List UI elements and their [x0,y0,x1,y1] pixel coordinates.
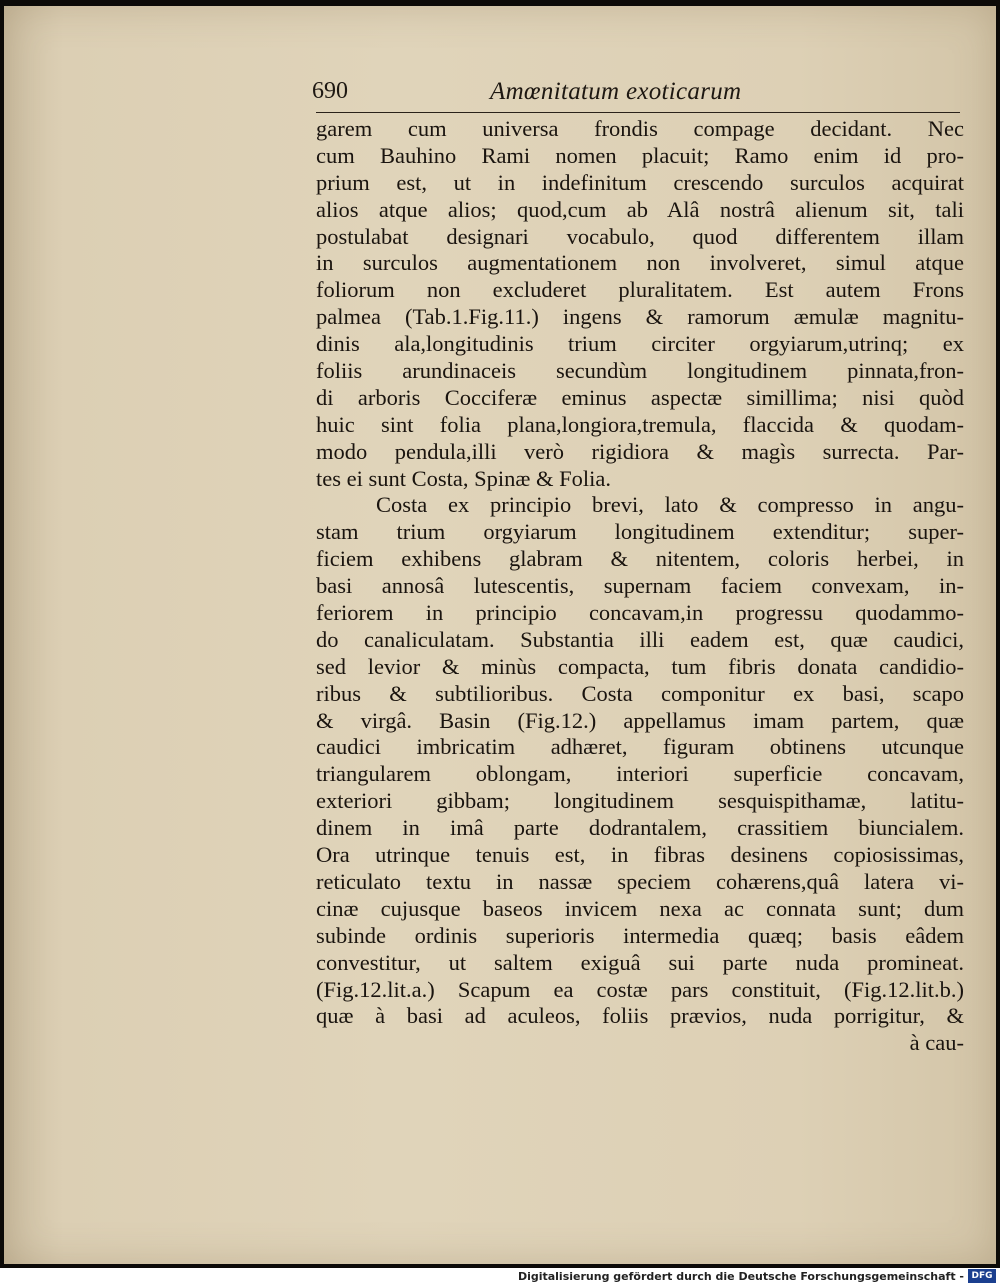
text-line: dinem in imâ parte dodrantalem, crassitiem biuncialem. [316,815,964,841]
text-line: cum Bauhino Rami nomen placuit; Ramo enim id pro- [316,142,964,168]
text-line: modo pendula,illi verò rigidiora & magìs surrecta. Par- [316,438,964,464]
text-line: subinde ordinis superioris intermedia quæq; basis eâdem [316,922,964,948]
text-line: stam trium orgyiarum longitudinem extenditur; super- [316,519,964,545]
text-line: feriorem in principio concavam,in progressu quodammo- [316,600,964,626]
text-line: triangularem oblongam, interiori superficie concavam, [316,761,964,787]
text-line: reticulato textu in nassæ speciem cohærens,quâ latera vi- [316,868,964,894]
text-line: Costa ex principio brevi, lato & compresso in angu- [376,492,964,518]
text-line: garem cum universa frondis compage decidant. Nec [316,116,964,141]
text-line: postulabat designari vocabulo, quod differentem illam [316,223,964,249]
text-line: (Fig.12.lit.a.) Scapum ea costæ pars constituit, (Fig.12.lit.b.) [316,976,964,1002]
text-line: palmea (Tab.1.Fig.11.) ingens & ramorum æmulæ magnitu- [316,304,964,330]
text-line: Ora utrinque tenuis est, in fibras desinens copiosissimas, [316,842,964,868]
text-line: tes ei sunt Costa, Spinæ & Folia. [316,465,612,491]
text-line: do canaliculatam. Substantia illi eadem est, quæ caudici, [316,626,964,652]
dfg-logo-icon: DFG [968,1269,996,1283]
text-line: convestitur, ut saltem exiguâ sui parte nuda promineat. [316,949,964,975]
text-line: foliorum non excluderet pluralitatem. Est autem Frons [316,277,964,303]
text-line: foliis arundinaceis secundùm longitudinem pinnata,fron- [316,358,964,384]
text-line: alios atque alios; quod,cum ab Alâ nostrâ alienum sit, tali [316,196,964,222]
text-line: quæ à basi ad aculeos, foliis prævios, nuda porrigitur, & [316,1003,964,1029]
catchword: à cau- [909,1030,964,1056]
text-line: prium est, ut in indefinitum crescendo surculos acquirat [316,169,964,195]
text-line: exteriori gibbam; longitudinem sesquispithamæ, latitu- [316,788,964,814]
page-header [312,78,962,108]
text-line: cinæ cujusque baseos invicem nexa ac connata sunt; dum [316,895,964,921]
footer-credit: Digitalisierung gefördert durch die Deutsche Forschungsgemeinschaft - [517,1270,964,1283]
text-line: di arboris Cocciferæ eminus aspectæ simillima; nisi quòd [316,384,964,410]
text-line: & virgâ. Basin (Fig.12.) appellamus imam partem, quæ [316,707,964,733]
text-line: ficiem exhibens glabram & nitentem, coloris herbei, in [316,546,964,572]
text-line: basi annosâ lutescentis, supernam faciem convexam, in- [316,573,964,599]
text-line: caudici imbricatim adhæret, figuram obtinens utcunque [316,734,964,760]
header-rule [316,112,960,113]
text-line: ribus & subtilioribus. Costa componitur ex basi, scapo [316,680,964,706]
text-line: in surculos augmentationem non involveret, simul atque [316,250,964,276]
running-title: Amœnitatum exoticarum [490,78,742,105]
text-line: sed levior & minùs compacta, tum fibris donata candidio- [316,653,964,679]
text-line: dinis ala,longitudinis trium circiter orgyiarum,utrinq; ex [316,331,964,357]
page-number: 690 [312,78,348,104]
text-line: huic sint folia plana,longiora,tremula, flaccida & quodam- [316,411,964,437]
body-text [316,116,964,1057]
